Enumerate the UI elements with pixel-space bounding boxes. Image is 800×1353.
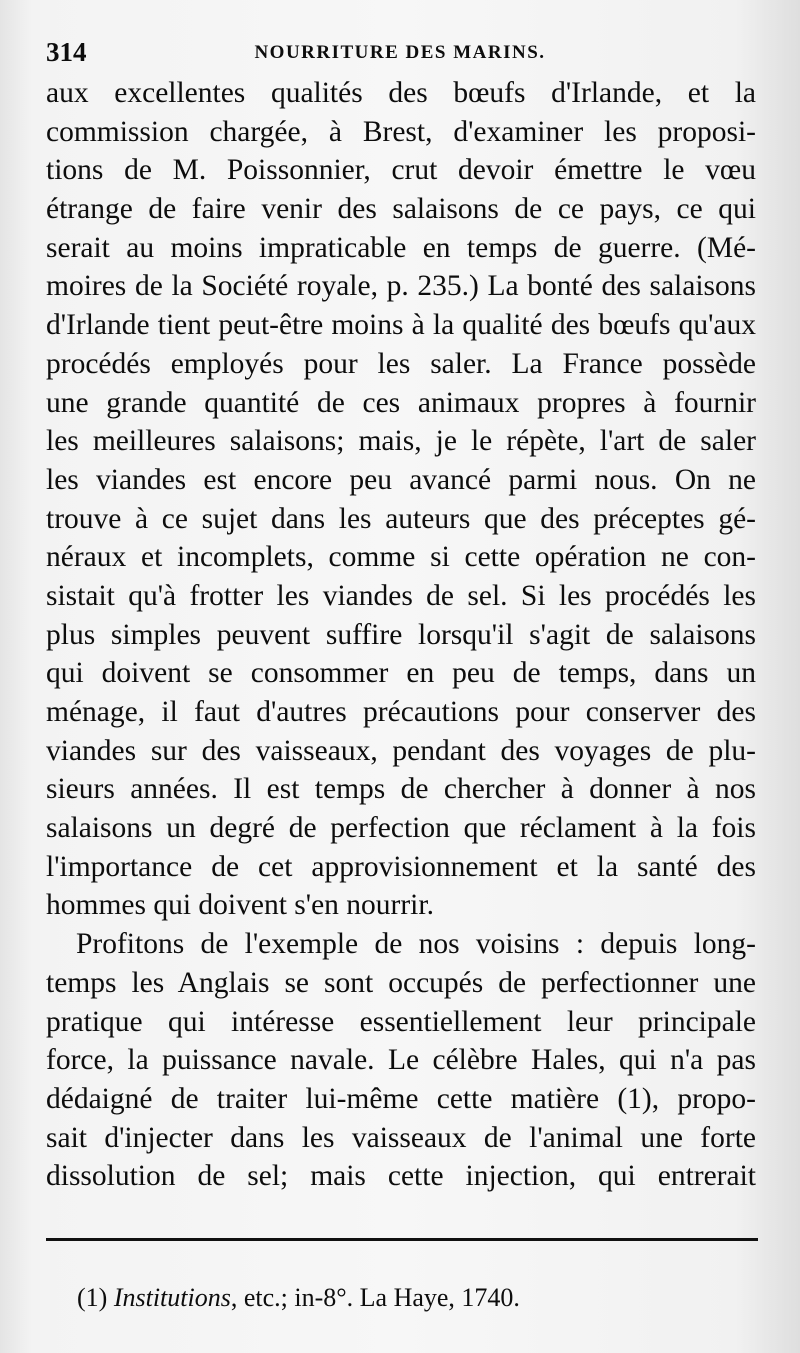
text-line: aux excellentes qualités des bœufs d'Irlande, et la — [46, 77, 756, 109]
text-line: tions de M. Poissonnier, crut devoir émettre le vœu — [46, 154, 756, 187]
footnote-marker: (1) — [77, 1283, 108, 1312]
text-line: qui doivent se consommer en peu de temps, dans un — [46, 657, 756, 690]
text-line: procédés employés pour les saler. La France possède — [46, 347, 756, 380]
text-line: sistait qu'à frotter les viandes de sel. Si les procédés les — [46, 579, 756, 612]
text-line: les meilleures salaisons; mais, je le répète, l'art de saler — [46, 425, 756, 458]
text-line: serait au moins impraticable en temps de guerre. (Mé- — [46, 231, 756, 264]
text-line: néraux et incomplets, comme si cette opération ne con- — [46, 541, 756, 574]
paragraph-start-line: Profitons de l'exemple de nos voisins : depuis long- — [76, 928, 756, 961]
paragraph-end-line: hommes qui doivent s'en nourrir. — [46, 889, 434, 922]
footnote-text: , etc.; in-8°. La Haye, 1740. — [230, 1283, 520, 1312]
text-line: salaisons un degré de perfection que réclament à la fois — [46, 812, 756, 845]
body-text — [46, 74, 756, 1196]
text-line: étrange de faire venir des salaisons de ce pays, ce qui — [46, 193, 756, 226]
footnote-title: Institutions — [113, 1283, 231, 1312]
footnote-rule — [46, 1238, 758, 1241]
text-line: pratique qui intéresse essentiellement leur principale — [46, 1005, 756, 1038]
text-line: dédaigné de traiter lui-même cette matière (1), propo- — [46, 1082, 756, 1115]
text-line: dissolution de sel; mais cette injection, qui entrerait — [46, 1160, 756, 1193]
running-head: NOURRITURE DES MARINS. — [254, 42, 546, 63]
text-line: plus simples peuvent suffire lorsqu'il s'agit de salaisons — [46, 618, 756, 651]
text-line: moires de la Société royale, p. 235.) La bonté des salaisons — [46, 270, 756, 303]
text-line: temps les Anglais se sont occupés de perfectionner une — [46, 966, 756, 999]
text-line: viandes sur des vaisseaux, pendant des voyages de plu- — [46, 734, 756, 767]
text-line: d'Irlande tient peut-être moins à la qualité des bœufs qu'aux — [46, 309, 756, 342]
text-line: une grande quantité de ces animaux propres à fournir — [46, 386, 756, 419]
text-line: force, la puissance navale. Le célèbre Hales, qui n'a pas — [46, 1044, 756, 1077]
text-line: sait d'injecter dans les vaisseaux de l'animal une forte — [46, 1121, 756, 1154]
text-line: ménage, il faut d'autres précautions pour conserver des — [46, 696, 756, 728]
text-line: sieurs années. Il est temps de chercher à donner à nos — [46, 773, 756, 806]
text-line: les viandes est encore peu avancé parmi nous. On ne — [46, 463, 756, 496]
page-number: 314 — [46, 37, 87, 67]
page-header — [46, 36, 754, 68]
text-line: trouve à ce sujet dans les auteurs que des préceptes gé- — [46, 502, 756, 535]
text-line: l'importance de cet approvisionnement et la santé des — [46, 850, 756, 883]
footnote — [77, 1281, 520, 1315]
text-line: commission chargée, à Brest, d'examiner les proposi- — [46, 115, 756, 148]
